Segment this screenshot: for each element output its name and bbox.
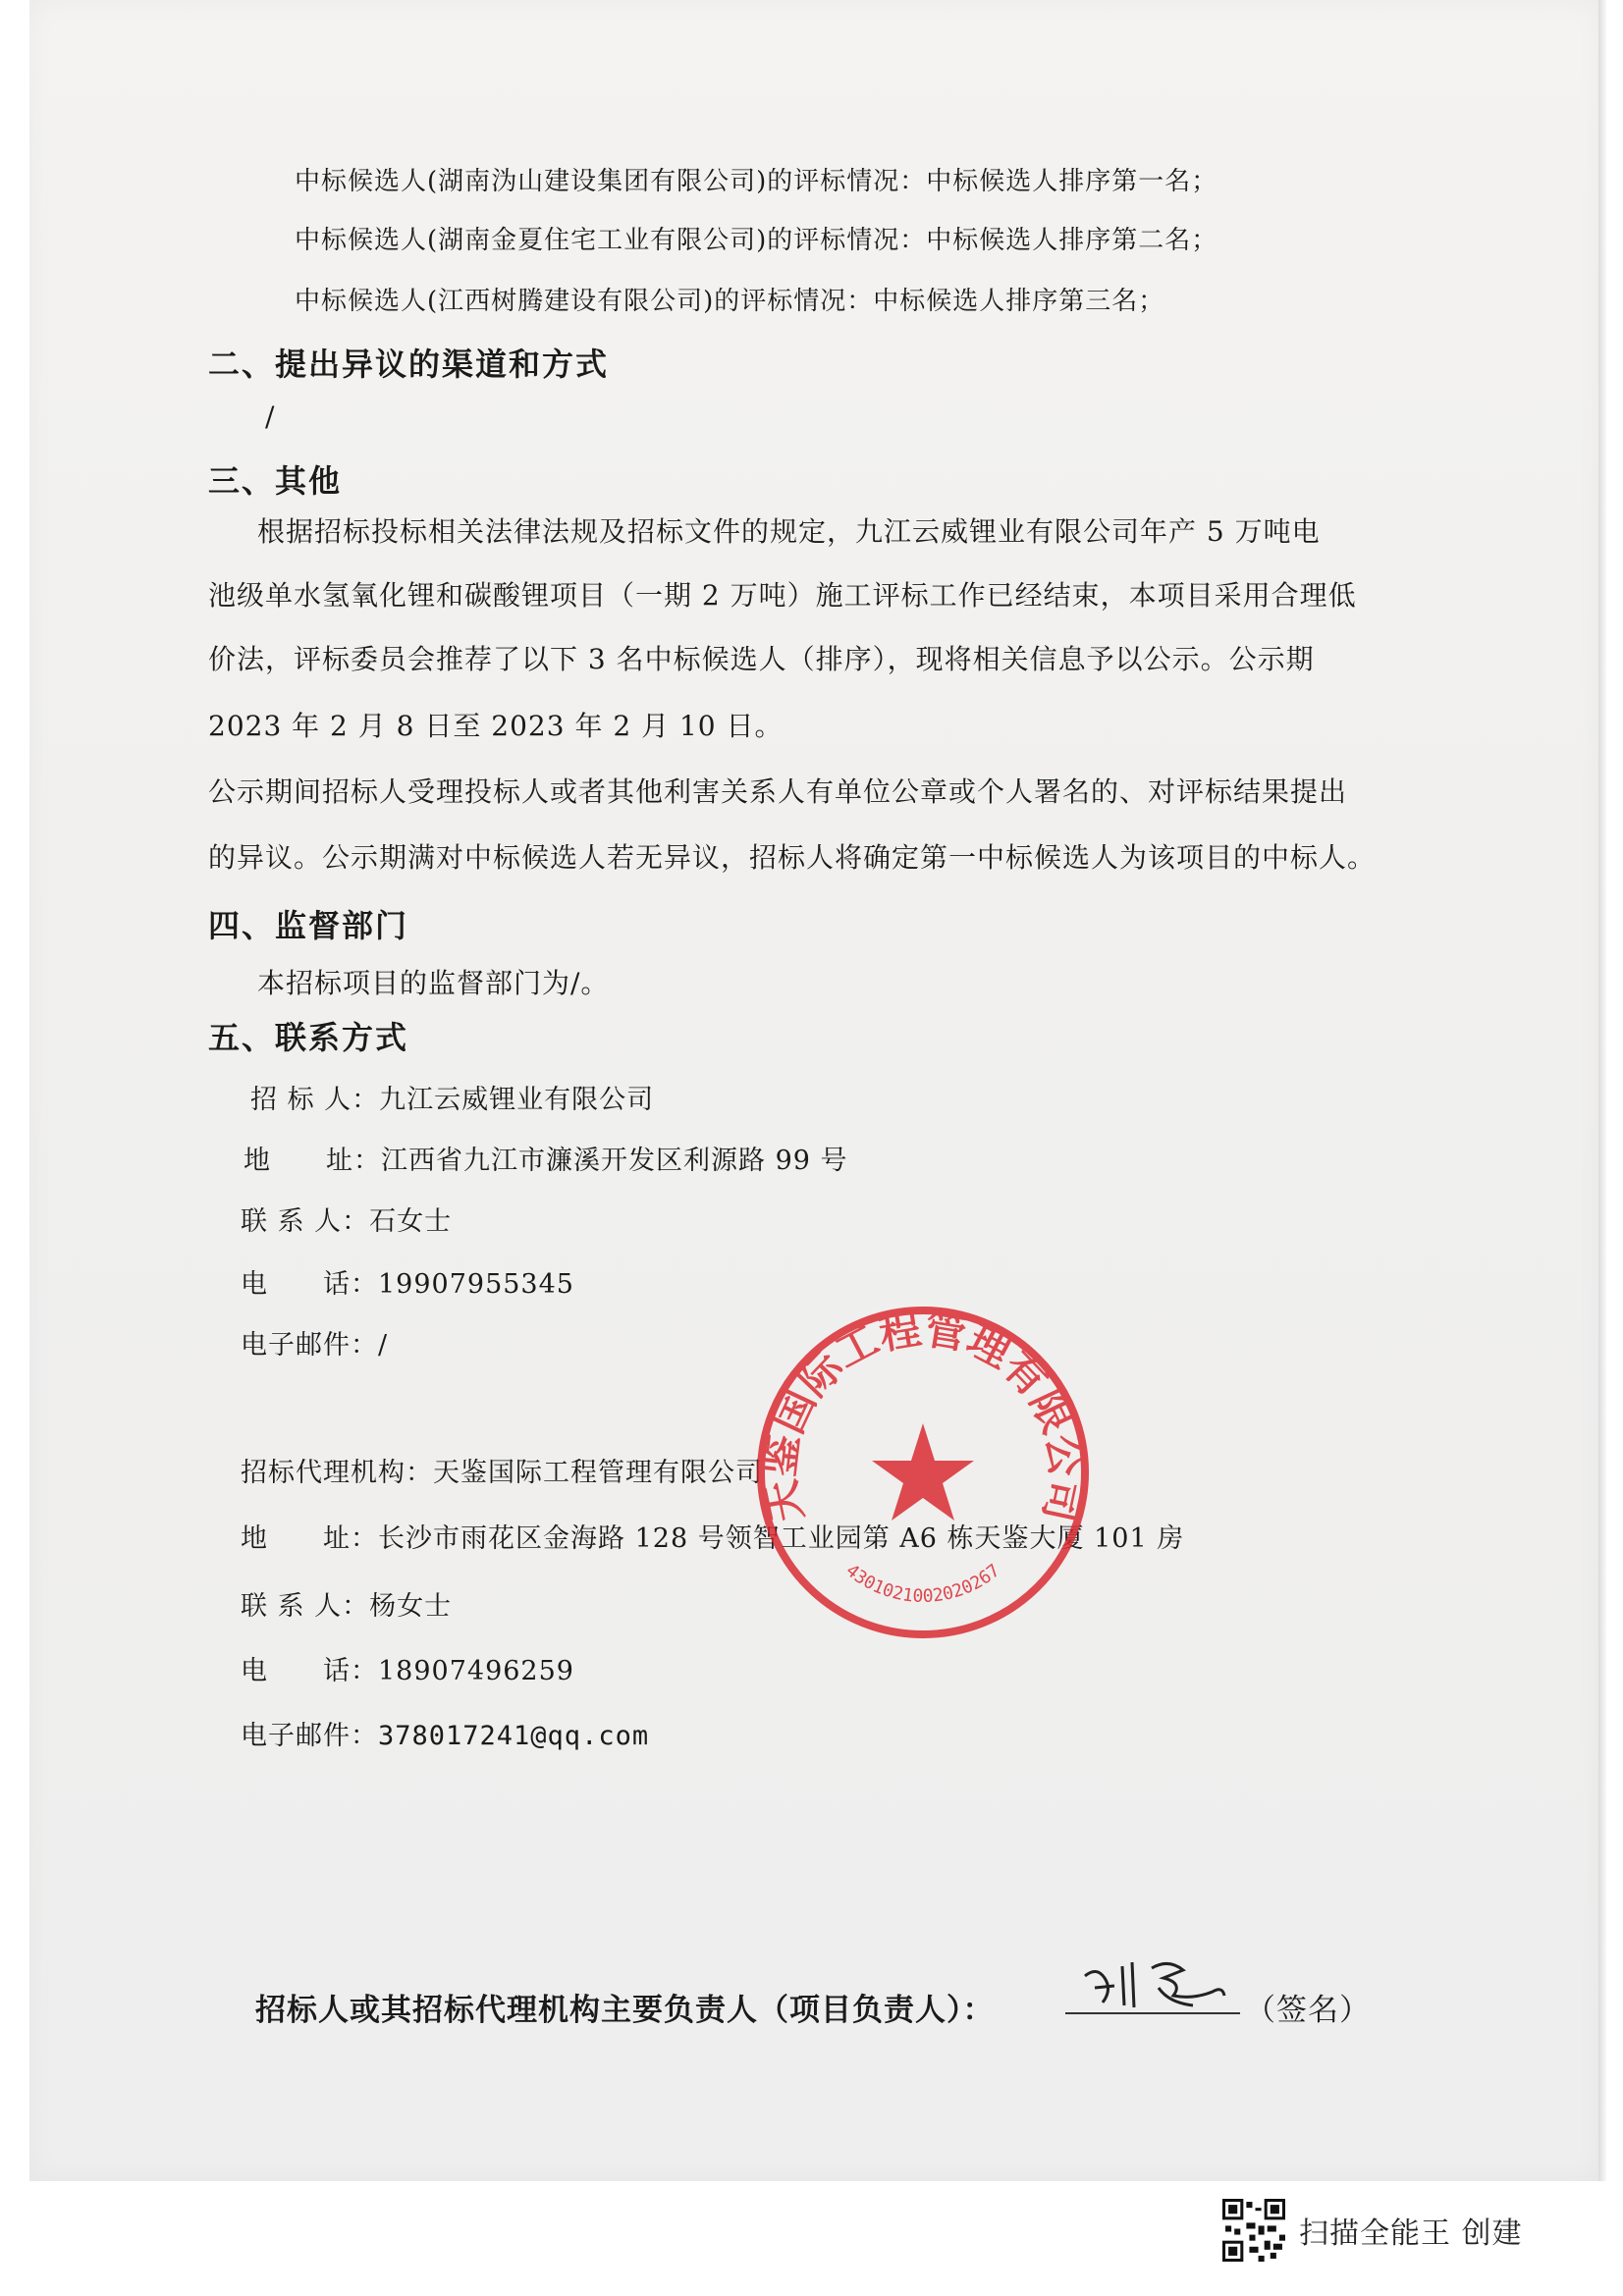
section-3-line-5: 公示期间招标人受理投标人或者其他利害关系人有单位公章或个人署名的、对评标结果提出 [208,775,1348,808]
signature-underline [1065,2012,1240,2014]
agency-email-row [241,1714,649,1752]
agency-name: 天鉴国际工程管理有限公司 [433,1458,763,1488]
seal-star-icon [872,1423,974,1521]
tenderer-email: / [378,1330,389,1361]
agency-name-label: 招标代理机构： [241,1458,433,1488]
page-edge [1598,0,1606,2181]
signature-suffix: （签名） [1245,1993,1371,2028]
agency-name-row [241,1451,763,1489]
signature-prefix: 招标人或其招标代理机构主要负责人（项目负责人）： [255,1993,995,2028]
agency-contact: 杨女士 [369,1591,453,1622]
section-3-line-6: 的异议。公示期满对中标候选人若无异议，招标人将确定第一中标候选人为该项目的中标人。 [208,841,1377,874]
agency-address-label: 地 址： [241,1523,378,1554]
tenderer-phone-row [241,1262,574,1301]
tenderer-email-row [241,1323,388,1362]
section-2-title: 二、提出异议的渠道和方式 [208,346,610,383]
tenderer-name-label: 招 标 人： [250,1085,380,1115]
tenderer-contact-label: 联 系 人： [241,1206,370,1237]
agency-phone-label: 电 话： [241,1656,378,1686]
tenderer-phone-label: 电 话： [241,1269,378,1300]
tenderer-address: 江西省九江市濂溪开发区利源路 99 号 [381,1146,848,1176]
section-2-content: / [265,400,276,433]
seal-text: 天鉴国际工程管理有限公司 [755,1305,1091,1526]
tenderer-email-label: 电子邮件： [241,1330,378,1361]
tenderer-address-label: 地 址： [243,1146,381,1176]
handwritten-signature [1075,1949,1232,2017]
scanner-watermark-text: 扫描全能王 创建 [1299,2216,1523,2251]
tenderer-address-row [243,1139,848,1177]
section-3-title: 三、其他 [208,462,343,500]
agency-phone: 18907496259 [378,1656,574,1686]
agency-contact-label: 联 系 人： [241,1591,370,1622]
section-4-title: 四、监督部门 [208,907,409,944]
qr-code-icon [1222,2199,1285,2262]
candidate-line-2: 中标候选人(湖南金夏住宅工业有限公司)的评标情况：中标候选人排序第二名； [295,226,1218,255]
scanner-watermark [1222,2199,1523,2262]
section-3-line-4: 2023 年 2 月 8 日至 2023 年 2 月 10 日。 [208,710,784,742]
section-3-line-2: 池级单水氢氧化锂和碳酸锂项目（一期 2 万吨）施工评标工作已经结束，本项目采用合理低 [208,579,1357,612]
agency-email: 378017241@qq.com [378,1721,650,1751]
company-seal [746,1296,1100,1649]
tenderer-phone: 19907955345 [378,1269,574,1300]
section-3-line-3: 价法，评标委员会推荐了以下 3 名中标候选人（排序），现将相关信息予以公示。公示期 [208,643,1315,675]
tenderer-contact: 石女士 [369,1206,453,1237]
agency-phone-row [241,1649,574,1687]
tenderer-name-row [250,1078,654,1116]
agency-contact-row [241,1584,452,1623]
tenderer-contact-row [241,1200,452,1238]
seal-number: 4301021002020267 [841,1560,1004,1608]
candidate-line-1: 中标候选人(湖南沩山建设集团有限公司)的评标情况：中标候选人排序第一名； [295,167,1218,196]
tenderer-name: 九江云威锂业有限公司 [379,1085,655,1115]
section-5-title: 五、联系方式 [208,1019,409,1056]
candidate-line-3: 中标候选人(江西树腾建设有限公司)的评标情况：中标候选人排序第三名； [295,287,1165,316]
section-3-line-1: 根据招标投标相关法律法规及招标文件的规定，九江云威锂业有限公司年产 5 万吨电 [257,515,1321,548]
agency-address: 长沙市雨花区金海路 128 号领智工业园第 A6 栋天鉴大厦 101 房 [378,1523,1185,1554]
section-4-content: 本招标项目的监督部门为/。 [257,967,610,999]
agency-email-label: 电子邮件： [241,1721,378,1751]
